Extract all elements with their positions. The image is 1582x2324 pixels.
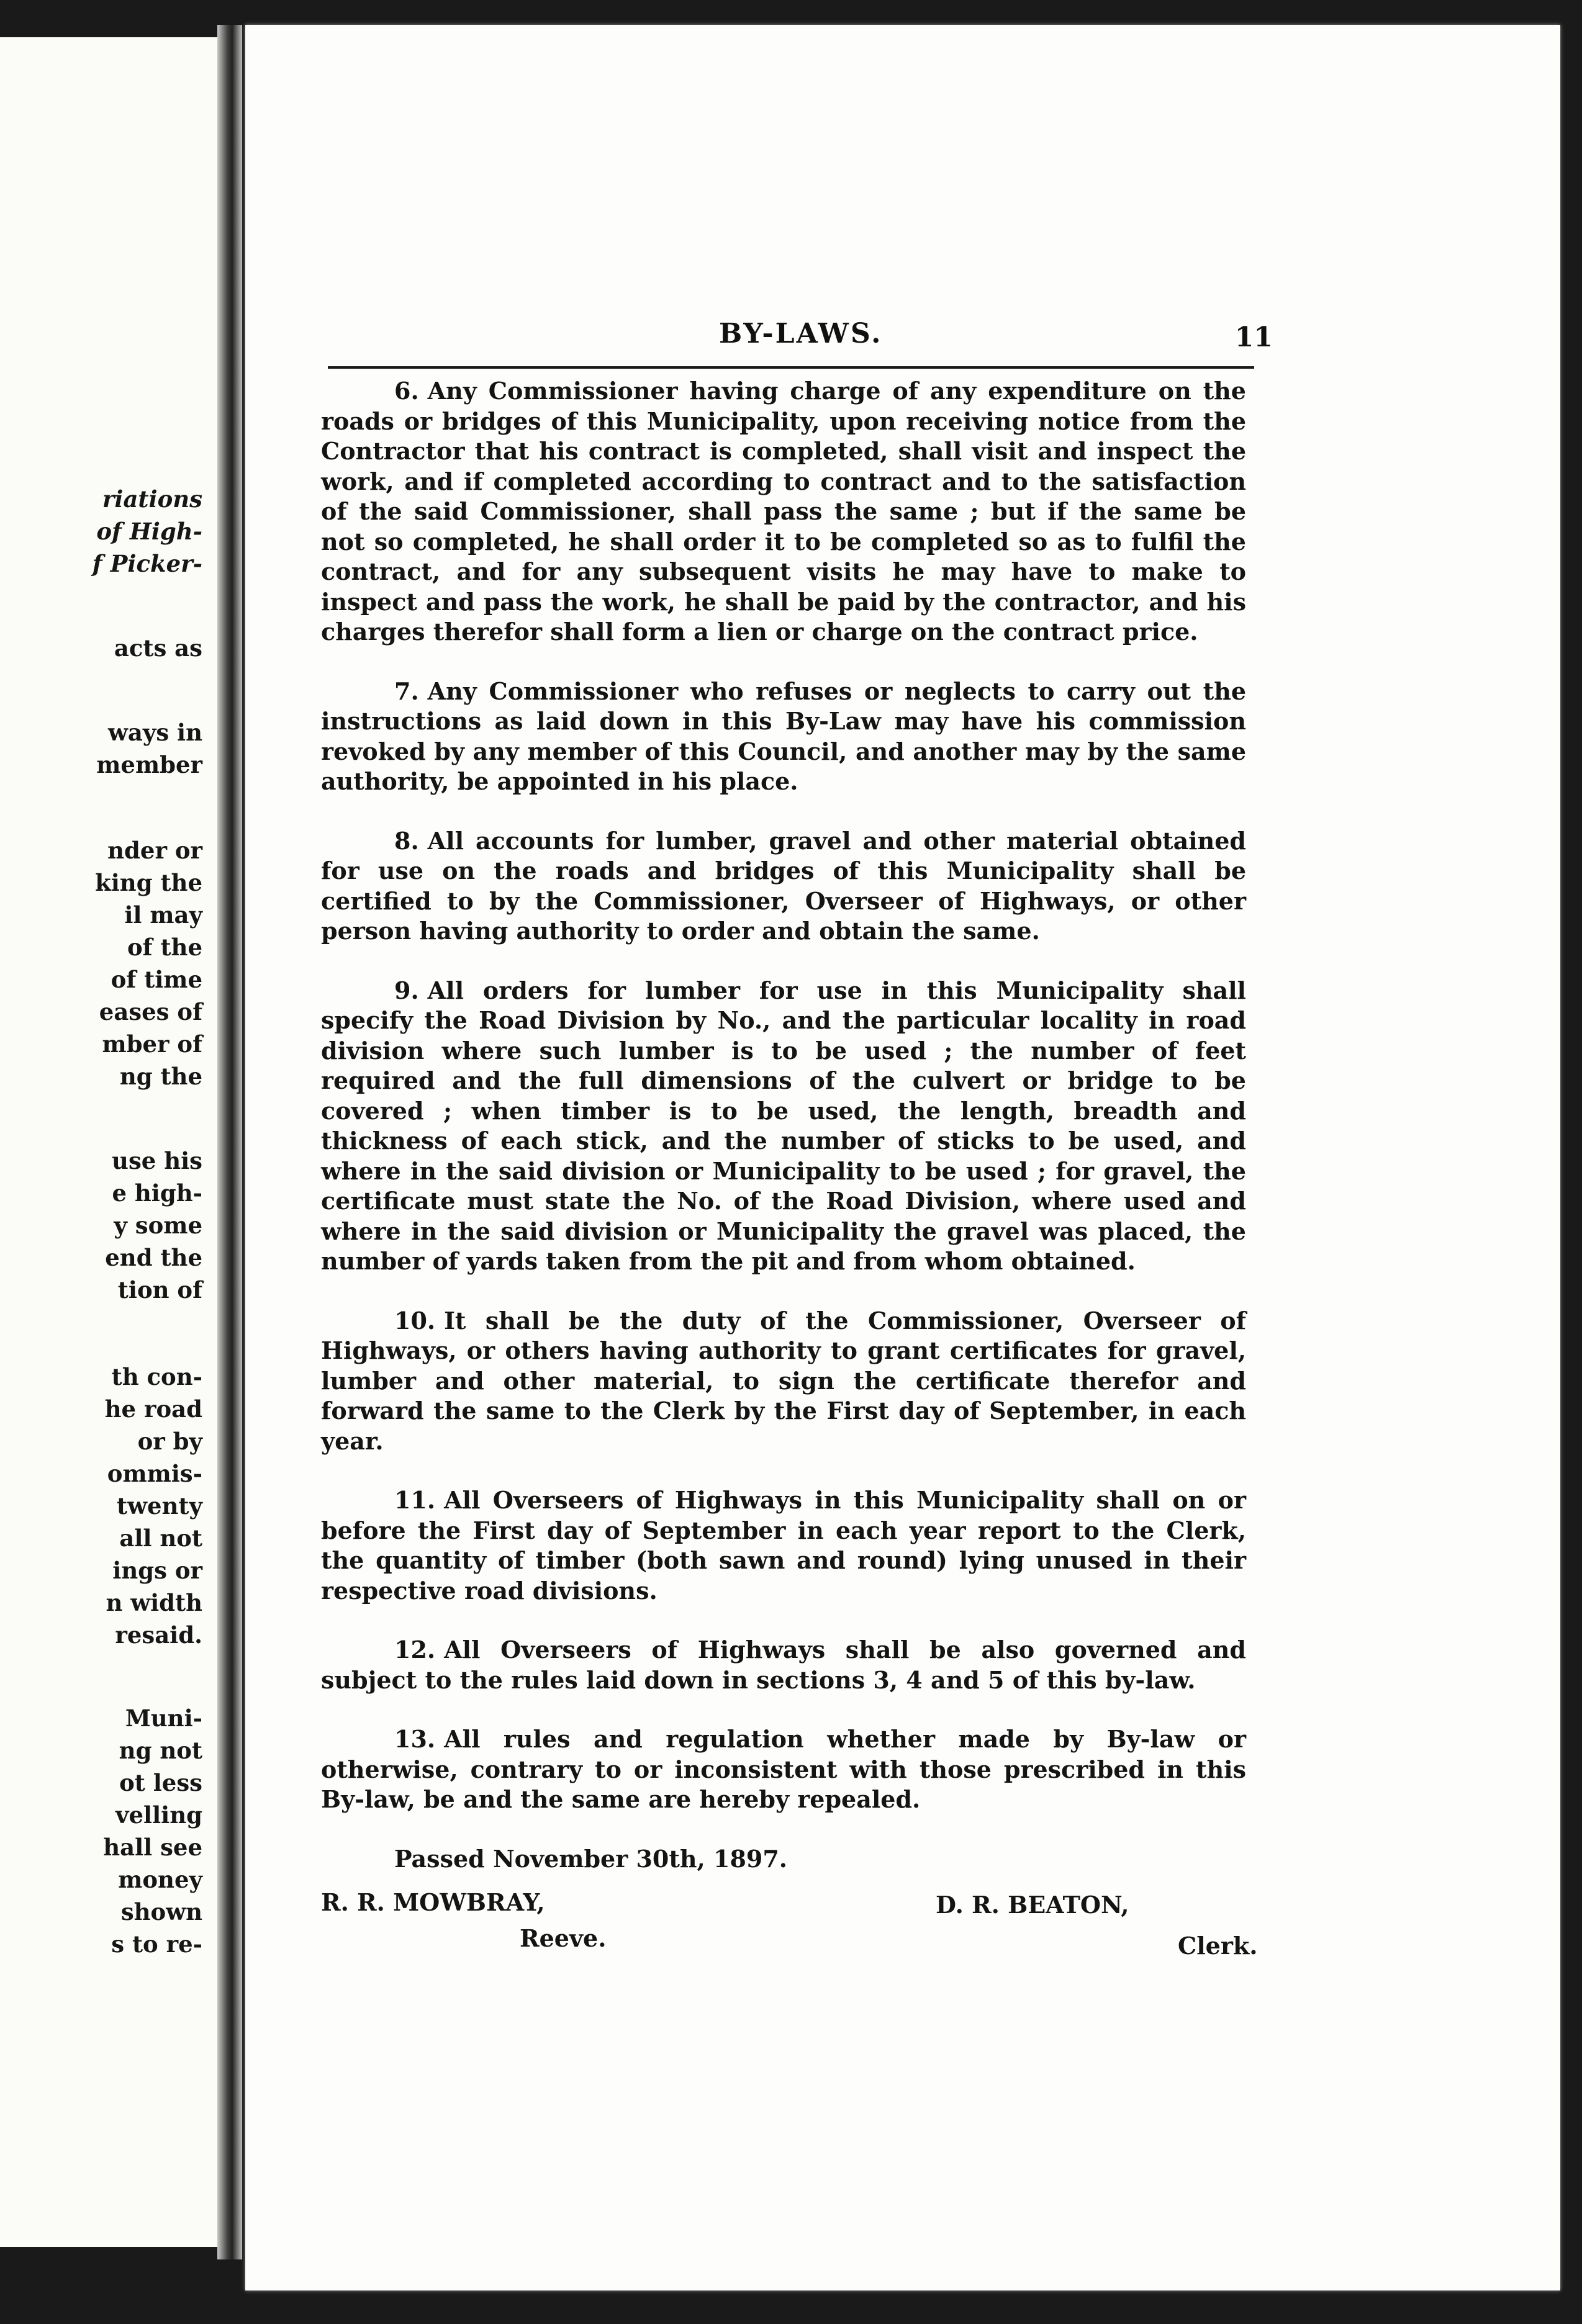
section-text: Any Commissioner having charge of any expenditure on the roads or bridges of this Municipality, upon receiving notice from the Contractor that his contract is completed, shall visit and inspect the work, and if completed according to contract and to the satisfaction of the said Commissioner, shall pass the same ; but if the same be not so completed, he shall order it to be completed so as to fulfil the contract, and for any subsequent visits he may have to make to inspect and pass the work, he shall be paid by the contractor, and his charges therefor shall form a lien or charge on the contract price. [321,377,1246,646]
facing-page-line: th con- [111,1363,202,1390]
bylaw-section [321,1306,1246,1457]
running-title: BY-LAWS. [719,318,883,349]
facing-page-line: n width [106,1589,202,1616]
facing-page-line: e high- [112,1179,202,1207]
facing-page [0,37,224,2247]
facing-page-line: nder or [107,837,202,864]
section-number: 11. [394,1486,436,1514]
section-text: It shall be the duty of the Commissioner, Overseer of Highways, or others having authority to grant certificates for gravel, lumber and other material, to sign the certificate therefor and forward the same to the Clerk by the First day of September, in each year. [321,1306,1246,1455]
bylaw-section [321,1485,1246,1606]
facing-page-line: Muni- [125,1705,202,1732]
bylaw-section [321,826,1246,947]
facing-page-line: resaid. [115,1621,202,1649]
facing-page-line: s to re- [111,1930,202,1958]
facing-page-line: ng the [119,1063,202,1090]
facing-page-line: member [96,751,202,778]
facing-page-line: ommis- [107,1460,202,1487]
facing-page-line: velling [115,1801,202,1829]
facing-page-line: he road [104,1395,202,1423]
section-text: All rules and regulation whether made by By-law or otherwise, contrary to or inconsistent with those prescribed in this By-law, be and the same are hereby repealed. [321,1725,1246,1813]
section-list [321,376,1246,1815]
running-header [328,317,1273,369]
section-text: All orders for lumber for use in this Municipality shall specify the Road Division by No., and the particular locality in road division where such lumber is to be used ; the number of feet required and the full dimensions of the culvert or bridge to be covered ; when timber is to be used, the length, breadth and thickness of each stick, and the number of sticks to be used, and where in the said division or Municipality to be used ; for gravel, the certificate must state the No. of the Road Division, where used and where in the said division or Municipality the gravel was placed, the number of yards taken from the pit and from whom obtained. [321,976,1246,1275]
facing-page-line: eases of [99,998,202,1025]
facing-page-line: end the [105,1244,202,1271]
facing-page-line: of time [111,966,202,993]
facing-page-line: money [118,1866,202,1893]
section-text: All Overseers of Highways shall be also governed and subject to the rules laid down in sections 3, 4 and 5 of this by-law. [321,1636,1246,1694]
document-page [245,25,1560,2290]
facing-page-line: tion of [117,1276,202,1304]
facing-page-line: il may [124,901,202,929]
facing-page-line: twenty [117,1492,202,1520]
facing-page-line: f Picker- [92,550,202,577]
facing-page-line: or by [137,1428,202,1455]
signature-block [321,1888,1258,1993]
reeve-name: R. R. MOWBRAY, [321,1888,545,1916]
clerk-title: Clerk. [1178,1932,1258,1960]
section-text: All accounts for lumber, gravel and other material obtained for use on the roads and bridges of this Municipality shall be certified to by the Commissioner, Overseer of Highways, or other person having authority to order and obtain the same. [321,826,1246,945]
bylaw-section [321,376,1246,647]
facing-page-line: y some [114,1212,202,1239]
facing-page-line: ways in [108,719,202,746]
section-text: Any Commissioner who refuses or neglects to carry out the instructions as laid down in this By-Law may have his commission revoked by any member of this Council, and another may by the same authority, be appointed in his place. [321,677,1246,795]
section-number: 7. [394,677,419,705]
passed-date: Passed November 30th, 1897. [394,1844,787,1873]
section-number: 9. [394,976,419,1004]
facing-page-line: ings or [112,1557,202,1584]
facing-page-line: ng not [119,1737,202,1764]
reeve-title: Reeve. [520,1924,607,1952]
section-number: 13. [394,1725,436,1753]
section-number: 6. [394,377,419,405]
bylaw-section [321,1724,1246,1815]
bylaw-section [321,677,1246,797]
facing-page-line: shown [120,1898,202,1925]
section-number: 8. [394,826,419,855]
bylaw-body [321,376,1258,1993]
facing-page-line: mber of [102,1030,202,1058]
page-number: 11 [1234,322,1273,353]
clerk-name: D. R. BEATON, [936,1891,1129,1919]
facing-page-line: of High- [96,518,202,545]
section-number: 12. [394,1636,436,1664]
facing-page-line: riations [102,485,202,513]
facing-page-line: king the [95,869,202,896]
book-gutter [217,25,242,2259]
section-text: All Overseers of Highways in this Municipality shall on or before the First day of September in each year report to the Clerk, the quantity of timber (both sawn and round) lying unused in their respective road divisions. [321,1486,1246,1605]
facing-page-line: ot less [119,1769,202,1796]
facing-page-line: hall see [103,1834,202,1861]
facing-page-line: use his [112,1147,202,1174]
facing-page-line: of the [127,934,202,961]
facing-page-line: all not [119,1525,202,1552]
bylaw-section [321,1635,1246,1695]
bylaw-section [321,976,1246,1277]
facing-page-line: acts as [114,634,202,662]
section-number: 10. [394,1306,436,1335]
